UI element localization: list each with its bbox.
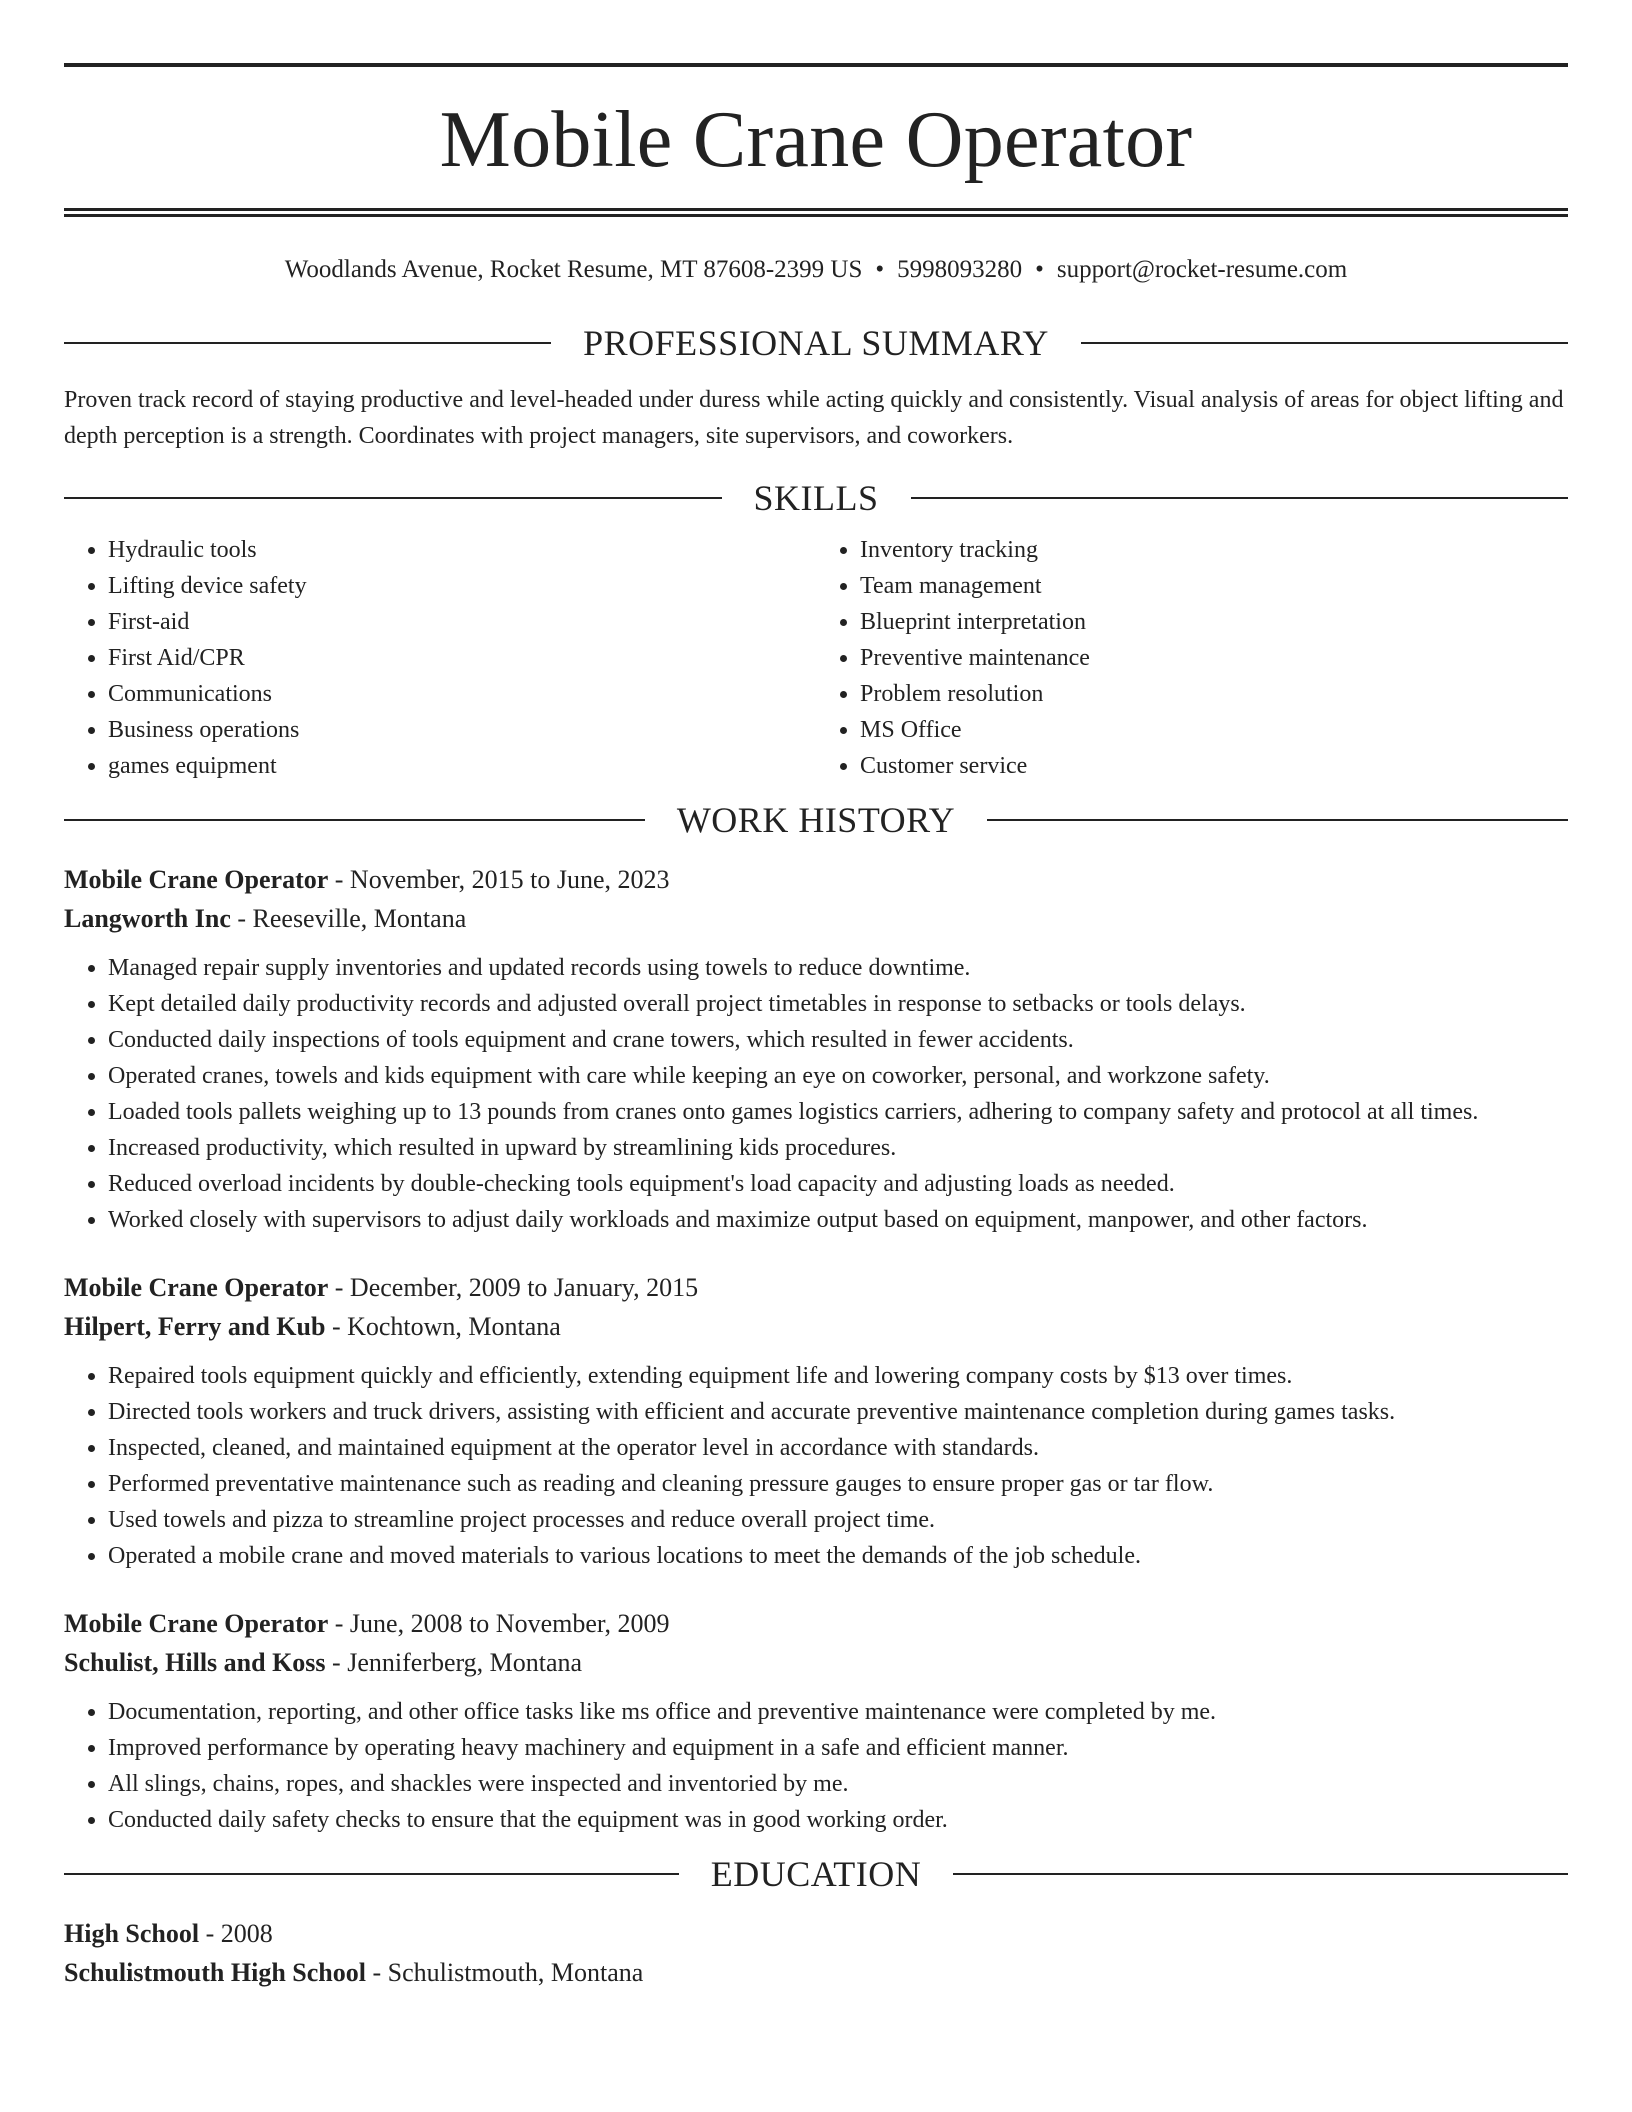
contact-phone: 5998093280 bbox=[897, 256, 1023, 283]
top-rule bbox=[64, 63, 1568, 67]
job-duties-list bbox=[64, 1694, 1568, 1838]
separator-dot: • bbox=[875, 256, 885, 283]
education-location: - Schulistmouth, Montana bbox=[365, 1958, 644, 1987]
job-title-line bbox=[64, 860, 1568, 899]
heading-rule bbox=[64, 819, 645, 821]
education-year: - 2008 bbox=[199, 1919, 273, 1948]
skill-item: • Business operations bbox=[108, 712, 816, 748]
education-school: Schulistmouth High School bbox=[64, 1958, 366, 1987]
education-degree: High School bbox=[64, 1919, 200, 1948]
skill-item: • Lifting device safety bbox=[108, 568, 816, 604]
skills-section-heading bbox=[64, 476, 1568, 520]
job-title-line bbox=[64, 1268, 1568, 1307]
skill-item: • Team management bbox=[860, 568, 1568, 604]
duty-item: • Used towels and pizza to streamline project processes and reduce overall project time. bbox=[108, 1502, 1568, 1538]
duty-item: • Managed repair supply inventories and updated records using towels to reduce downtime. bbox=[108, 950, 1568, 986]
duty-item: • Directed tools workers and truck drivers, assisting with efficient and accurate preventive maintenance completion during games tasks. bbox=[108, 1394, 1568, 1430]
heading-rule bbox=[953, 1873, 1568, 1875]
education-section-heading bbox=[64, 1852, 1568, 1896]
section-title: WORK HISTORY bbox=[676, 800, 956, 840]
education-degree-line bbox=[64, 1914, 1568, 1953]
duty-item: • Performed preventative maintenance such as reading and cleaning pressure gauges to ensure proper gas or tar flow. bbox=[108, 1466, 1568, 1502]
section-title: SKILLS bbox=[753, 478, 879, 518]
job-location: - Reeseville, Montana bbox=[230, 904, 467, 933]
skill-item: • Communications bbox=[108, 676, 816, 712]
job-company-line bbox=[64, 1643, 1568, 1682]
skill-item: • First Aid/CPR bbox=[108, 640, 816, 676]
contact-email: support@rocket-resume.com bbox=[1056, 256, 1348, 283]
job-dates: - June, 2008 to November, 2009 bbox=[328, 1609, 670, 1638]
heading-rule bbox=[64, 1873, 679, 1875]
job-company-line bbox=[64, 1307, 1568, 1346]
job-company: Hilpert, Ferry and Kub bbox=[64, 1312, 326, 1341]
job-company-line bbox=[64, 899, 1568, 938]
job-duties-list bbox=[64, 950, 1568, 1238]
job-dates: - November, 2015 to June, 2023 bbox=[328, 865, 670, 894]
heading-rule bbox=[911, 497, 1569, 499]
duty-item: • Repaired tools equipment quickly and efficiently, extending equipment life and lowering company costs by $13 over times. bbox=[108, 1358, 1568, 1394]
job-dates: - December, 2009 to January, 2015 bbox=[328, 1273, 699, 1302]
job-title: Mobile Crane Operator bbox=[64, 1273, 329, 1302]
job-duties-list bbox=[64, 1358, 1568, 1574]
job-title: Mobile Crane Operator bbox=[64, 865, 329, 894]
skill-item: • Inventory tracking bbox=[860, 532, 1568, 568]
duty-item: • All slings, chains, ropes, and shackles were inspected and inventoried by me. bbox=[108, 1766, 1568, 1802]
skills-right-list bbox=[816, 532, 1568, 784]
work-section-heading bbox=[64, 798, 1568, 842]
duty-item: • Documentation, reporting, and other office tasks like ms office and preventive maintenance were completed by me. bbox=[108, 1694, 1568, 1730]
job-title: Mobile Crane Operator bbox=[64, 1609, 329, 1638]
skill-item: • First-aid bbox=[108, 604, 816, 640]
skill-item: • Blueprint interpretation bbox=[860, 604, 1568, 640]
skill-item: • MS Office bbox=[860, 712, 1568, 748]
separator-dot: • bbox=[1035, 256, 1044, 283]
job-entry bbox=[64, 860, 1568, 1238]
skill-item: • Problem resolution bbox=[860, 676, 1568, 712]
skill-item: • Preventive maintenance bbox=[860, 640, 1568, 676]
job-company: Schulist, Hills and Koss bbox=[64, 1648, 326, 1677]
skills-left-list bbox=[64, 532, 816, 784]
contact-address: Woodlands Avenue, Rocket Resume, MT 87608-2399 US bbox=[284, 256, 863, 283]
summary-text: Proven track record of staying productive and level-headed under duress while acting quickly and consistently. Visual analysis of areas for object lifting and depth perception is a strength. Coordinates with project managers, site supervisors, and coworkers. bbox=[64, 387, 1564, 449]
education-school-line bbox=[64, 1953, 1568, 1992]
job-title-line bbox=[64, 1604, 1568, 1643]
job-location: - Jenniferberg, Montana bbox=[325, 1648, 583, 1677]
duty-item: • Worked closely with supervisors to adjust daily workloads and maximize output based on equipment, manpower, and other factors. bbox=[108, 1202, 1568, 1238]
summary-section-heading bbox=[64, 321, 1568, 365]
duty-item: • Conducted daily inspections of tools equipment and crane towers, which resulted in fewer accidents. bbox=[108, 1022, 1568, 1058]
contact-line bbox=[64, 254, 1568, 286]
education-entry bbox=[64, 1914, 1568, 1992]
duty-item: • Inspected, cleaned, and maintained equipment at the operator level in accordance with standards. bbox=[108, 1430, 1568, 1466]
duty-item: • Operated a mobile crane and moved materials to various locations to meet the demands of the job schedule. bbox=[108, 1538, 1568, 1574]
skill-item: • games equipment bbox=[108, 748, 816, 784]
duty-item: • Increased productivity, which resulted in upward by streamlining kids procedures. bbox=[108, 1130, 1568, 1166]
skills-columns bbox=[64, 532, 1568, 784]
heading-rule bbox=[1081, 342, 1568, 344]
section-title: PROFESSIONAL SUMMARY bbox=[583, 323, 1049, 363]
duty-item: • Reduced overload incidents by double-checking tools equipment's load capacity and adjusting loads as needed. bbox=[108, 1166, 1568, 1202]
heading-rule bbox=[64, 342, 551, 344]
job-entry bbox=[64, 1268, 1568, 1574]
section-title: EDUCATION bbox=[710, 1854, 922, 1894]
candidate-name: Mobile Crane Operator bbox=[439, 96, 1193, 184]
duty-item: • Loaded tools pallets weighing up to 13 pounds from cranes onto games logistics carriers, adhering to company safety and protocol at all times. bbox=[108, 1094, 1568, 1130]
heading-rule bbox=[64, 497, 722, 499]
duty-item: • Conducted daily safety checks to ensure that the equipment was in good working order. bbox=[108, 1802, 1568, 1838]
job-location: - Kochtown, Montana bbox=[325, 1312, 561, 1341]
heading-rule bbox=[987, 819, 1568, 821]
duty-item: • Operated cranes, towels and kids equipment with care while keeping an eye on coworker, personal, and workzone safety. bbox=[108, 1058, 1568, 1094]
duty-item: • Improved performance by operating heavy machinery and equipment in a safe and efficient manner. bbox=[108, 1730, 1568, 1766]
skill-item: • Hydraulic tools bbox=[108, 532, 816, 568]
job-company: Langworth Inc bbox=[64, 904, 231, 933]
double-rule bbox=[64, 208, 1568, 217]
job-entry bbox=[64, 1604, 1568, 1838]
skill-item: • Customer service bbox=[860, 748, 1568, 784]
duty-item: • Kept detailed daily productivity records and adjusted overall project timetables in response to setbacks or tools delays. bbox=[108, 986, 1568, 1022]
